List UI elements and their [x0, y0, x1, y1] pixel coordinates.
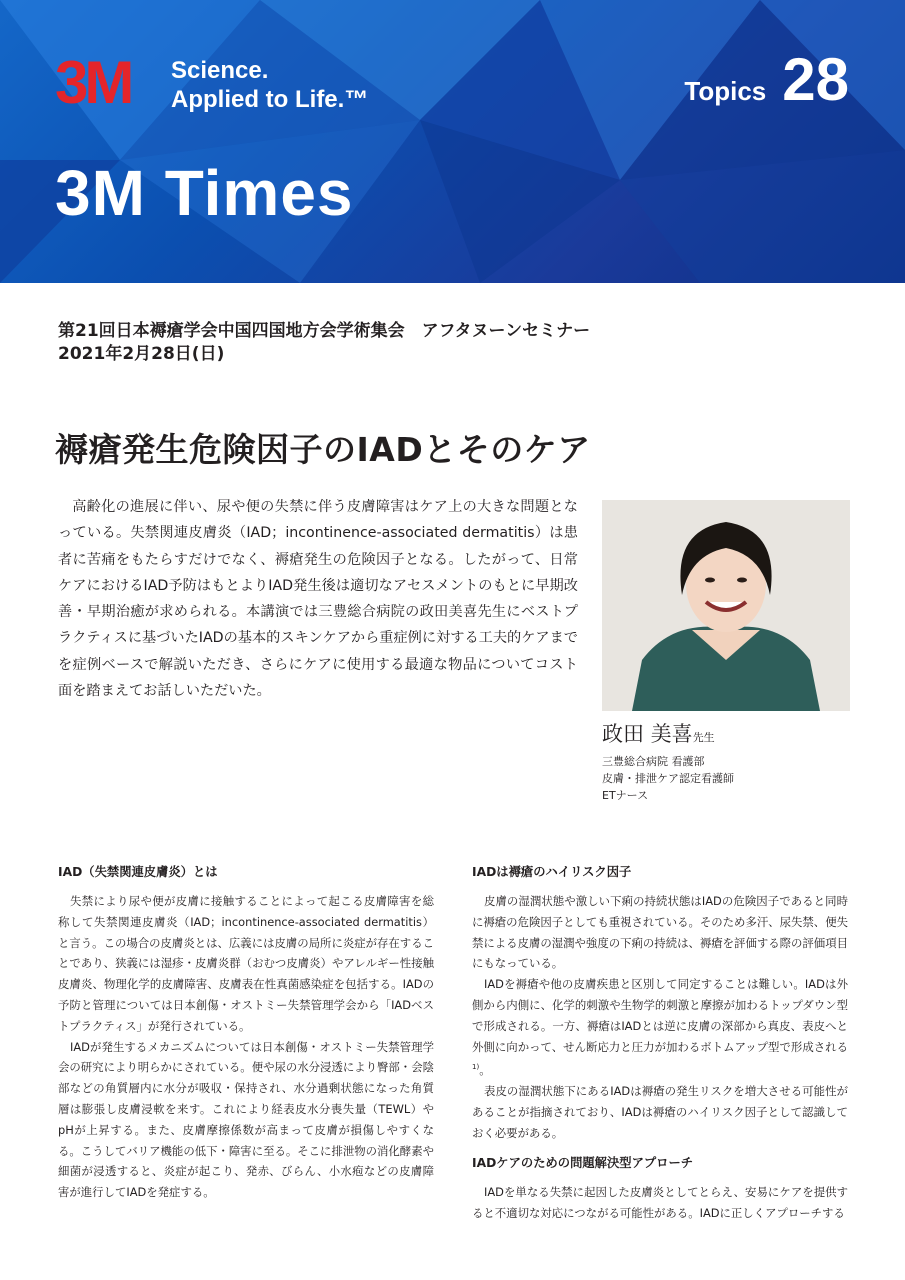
speaker-role: ETナース	[602, 789, 649, 802]
masthead-title: 3M Times	[55, 157, 354, 229]
left-column	[58, 862, 434, 1203]
topics-label: Topics	[684, 76, 767, 106]
body-paragraph: 表皮の湿潤状態下にあるIADは褥瘡の発生リスクを増大させる可能性があることが指摘されており、IADは褥瘡のハイリスク因子として認識しておく必要がある。	[472, 1083, 848, 1140]
body-paragraph: IADを単なる失禁に起因した皮膚炎としてとらえ、安易にケアを提供すると不適切な対応につながる可能性がある。IADに正しくアプローチする	[472, 1185, 848, 1221]
event-info	[58, 320, 590, 366]
body-paragraph: 失禁により尿や便が皮膚に接触することによって起こる皮膚障害を総称して失禁関連皮膚炎（IAD；incontinence-associated dermatitis）と言う。この場合の皮膚炎とは、広義には皮膚の局所に炎症が存在することであり、狭義には湿疹・皮膚炎群（おむつ皮膚炎）やアレルギー性接触皮膚炎、物理化学的皮膚障害、皮膚表在性真菌感染症を包括する。IADの予防と管理については日本創傷・オストミー失禁管理学会から「IADベストプラクティス」が発行されている。	[58, 894, 434, 1033]
reference-marker: 1)	[472, 1063, 480, 1072]
body-paragraph: IADが発生するメカニズムについては日本創傷・オストミー失禁管理学会の研究により明らかにされている。便や尿の水分浸透により臀部・会陰部などの角質層内に水分が吸収・保持され、水分過剰状態になった角質層は膨張し皮膚浸軟を来す。これにより経表皮水分喪失量（TEWL）やpHが上昇する。また、皮膚摩擦係数が高まって皮膚が損傷しやすくなる。こうしてバリア機能の低下・障害に至る。そこに排泄物の消化酵素や細菌が浸透すると、炎症が起こり、発赤、びらん、小水疱などの皮膚障害が進行してIADを発症する。	[58, 1039, 434, 1200]
speaker-certification: 皮膚・排泄ケア認定看護師	[602, 772, 734, 785]
article-title: 褥瘡発生危険因子のIADとそのケア	[55, 430, 591, 469]
brand-tagline	[171, 56, 368, 114]
body-paragraph	[472, 974, 848, 1081]
right-column	[472, 862, 848, 1224]
tagline-line1: Science.	[171, 57, 269, 84]
header-banner	[0, 0, 905, 283]
banner-pattern	[0, 0, 905, 283]
section-heading: IADは褥瘡のハイリスク因子	[472, 865, 632, 879]
topics-badge	[684, 48, 849, 112]
speaker-profile	[602, 719, 734, 804]
tagline-line2: Applied to Life.™	[171, 86, 369, 113]
event-name: 第21回日本褥瘡学会中国四国地方会学術集会 アフタヌーンセミナー	[58, 321, 591, 341]
speaker-affiliation: 三豊総合病院 看護部	[602, 755, 705, 768]
body-paragraph: 皮膚の湿潤状態や激しい下痢の持続状態はIADの危険因子であると同時に褥瘡の危険因子としても重視されている。そのため多汗、尿失禁、便失禁による皮膚の湿潤や強度の下痢の持続は、褥瘡を評価する際の評価項目にもなっている。	[472, 894, 848, 971]
lead-paragraph: 高齢化の進展に伴い、尿や便の失禁に伴う皮膚障害はケア上の大きな問題となっている。失禁関連皮膚炎（IAD；incontinence-associated dermatitis）は患者に苦痛をもたらすだけでなく、褥瘡発生の危険因子となる。したがって、日常ケアにおけるIAD予防はもとよりIAD発生後は適切なアセスメントのもとに早期改善・早期治癒が求められる。本講演では三豊総合病院の政田美喜先生にベストプラクティスに基づいたIADの基本的スキンケアから重症例に対する工夫的ケアまでを症例ベースで解説いただき、さらにケアに使用する最適な物品についてコスト面を踏まえてお話しいただいた。	[58, 499, 578, 700]
speaker-photo	[602, 500, 850, 711]
3m-logo	[55, 55, 157, 107]
event-date: 2021年2月28日(日)	[58, 344, 225, 364]
body-text: IADを褥瘡や他の皮膚疾患と区別して同定することは難しい。IADは外側から内側に、化学的刺激や生物学的刺激と摩擦が加わるトップダウン型で形成される。一方、褥瘡はIADとは逆に皮膚の深部から真皮、表皮へと外側に向かって、せん断応力と圧力が加わるボトムアップ型で形成される	[472, 977, 848, 1054]
body-text-end: 。	[479, 1063, 491, 1078]
speaker-name: 政田 美喜	[602, 722, 693, 746]
speaker-honorific: 先生	[692, 731, 715, 744]
speaker-name-line	[602, 719, 734, 753]
section-heading: IAD（失禁関連皮膚炎）とは	[58, 865, 218, 879]
topics-number: 28	[782, 46, 849, 113]
section-heading: IADケアのための問題解決型アプローチ	[472, 1156, 694, 1171]
svg-text:3M: 3M	[55, 55, 131, 107]
